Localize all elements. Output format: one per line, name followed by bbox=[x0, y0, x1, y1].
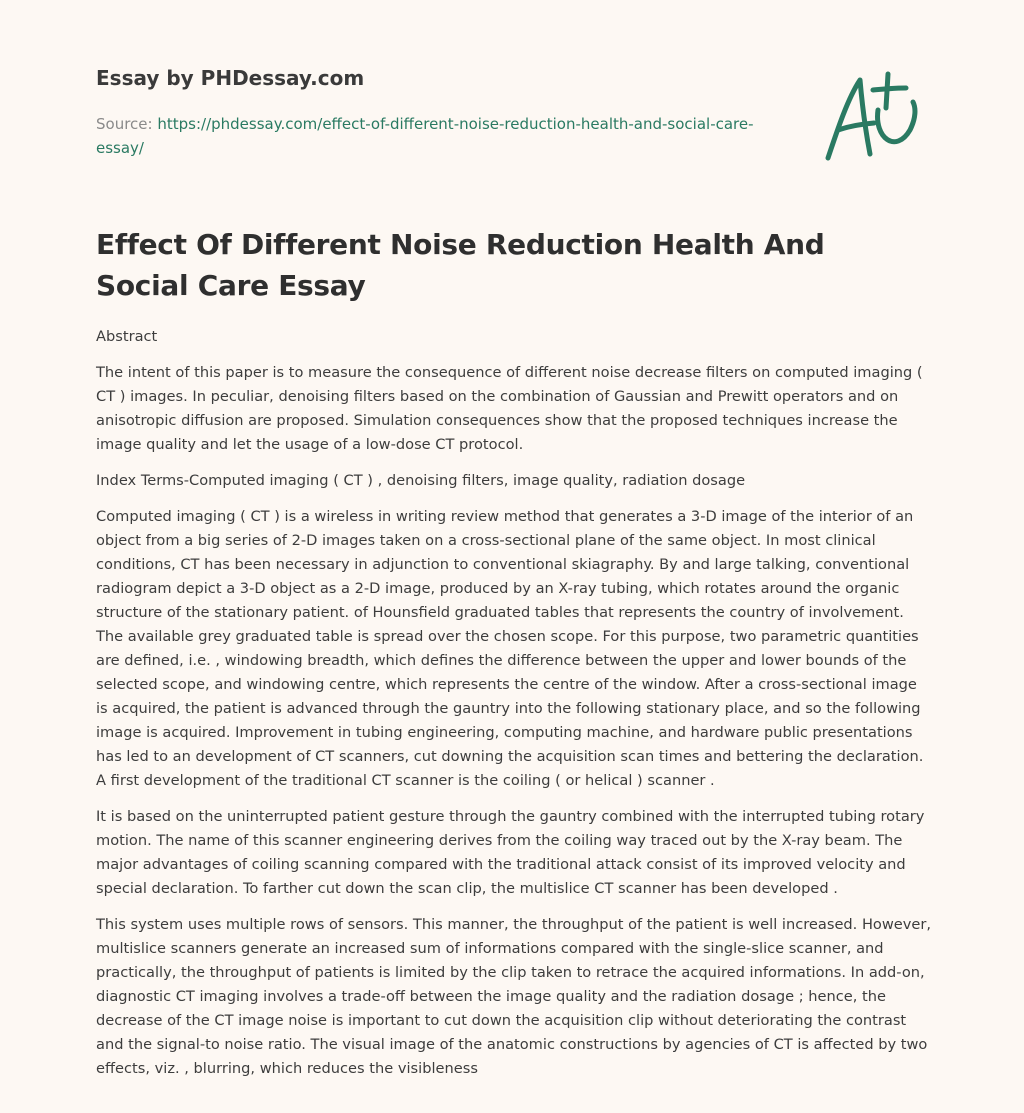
paragraph: This system uses multiple rows of sensors. This manner, the throughput of the patient is well increased. However, multislice scanners generate an increased sum of informations compared with the single-slice scanner, and practically, the throughput of patients is limited by the clip taken to retrace the acquired informations. In add-on, diagnostic CT imaging involves a trade-off between the image quality and the radiation dosage ; hence, the decrease of the CT image noise is important to cut down the acquisition clip without deteriorating the contrast and the signal-to noise ratio. The visual image of the anatomic constructions by agencies of CT is affected by two effects, viz. , blurring, which reduces the visibleness bbox=[96, 916, 932, 1077]
paragraph: The intent of this paper is to measure the consequence of different noise decrease filters on computed imaging ( CT ) images. In peculiar, denoising filters based on the combination of Gaussian and Prewitt operators and on anisotropic diffusion are proposed. Simulation consequences show that the proposed techniques increase the image quality and let the usage of a low-dose CT protocol. bbox=[96, 364, 923, 453]
site-title: Essay by PHDessay.com bbox=[96, 66, 365, 90]
source-line bbox=[96, 112, 796, 160]
section-heading: Abstract bbox=[96, 328, 158, 345]
paragraph: Computed imaging ( CT ) is a wireless in writing review method that generates a 3-D image of the interior of an object from a big series of 2-D images taken on a cross-sectional plane of the same object. In most clinical conditions, CT has been necessary in adjunction to conventional skiagraphy. By and large talking, conventional radiogram depict a 3-D object as a 2-D image, produced by an X-ray tubing, which rotates around the organic structure of the stationary patient. of Hounsfield graduated tables that represents the country of involvement. The available grey graduated table is spread over the chosen scope. For this purpose, two parametric quantities are defined, i.e. , windowing breadth, which defines the difference between the upper and lower bounds of the selected scope, and windowing centre, which represents the centre of the window. After a cross-sectional image is acquired, the patient is advanced through the gauntry into the following stationary place, and so the following image is acquired. Improvement in tubing engineering, computing machine, and hardware public presentations has led to an development of CT scanners, cut downing the acquisition scan times and bettering the declaration. A first development of the traditional CT scanner is the coiling ( or helical ) scanner . bbox=[96, 508, 924, 789]
a-plus-logo-icon bbox=[818, 68, 928, 168]
source-link[interactable]: https://phdessay.com/effect-of-different-noise-reduction-health-and-social-care-essay/ bbox=[96, 115, 754, 157]
paragraph: Index Terms-Computed imaging ( CT ) , denoising filters, image quality, radiation dosage bbox=[96, 472, 746, 489]
essay-title: Effect Of Different Noise Reduction Health And Social Care Essay bbox=[96, 228, 825, 302]
source-label: Source: bbox=[96, 115, 153, 133]
essay-body bbox=[96, 325, 932, 1093]
paragraph: It is based on the uninterrupted patient gesture through the gauntry combined with the interrupted tubing rotary motion. The name of this scanner engineering derives from the coiling way traced out by the X-ray beam. The major advantages of coiling scanning compared with the traditional attack consist of its improved velocity and special declaration. To farther cut down the scan clip, the multislice CT scanner has been developed . bbox=[96, 808, 925, 897]
